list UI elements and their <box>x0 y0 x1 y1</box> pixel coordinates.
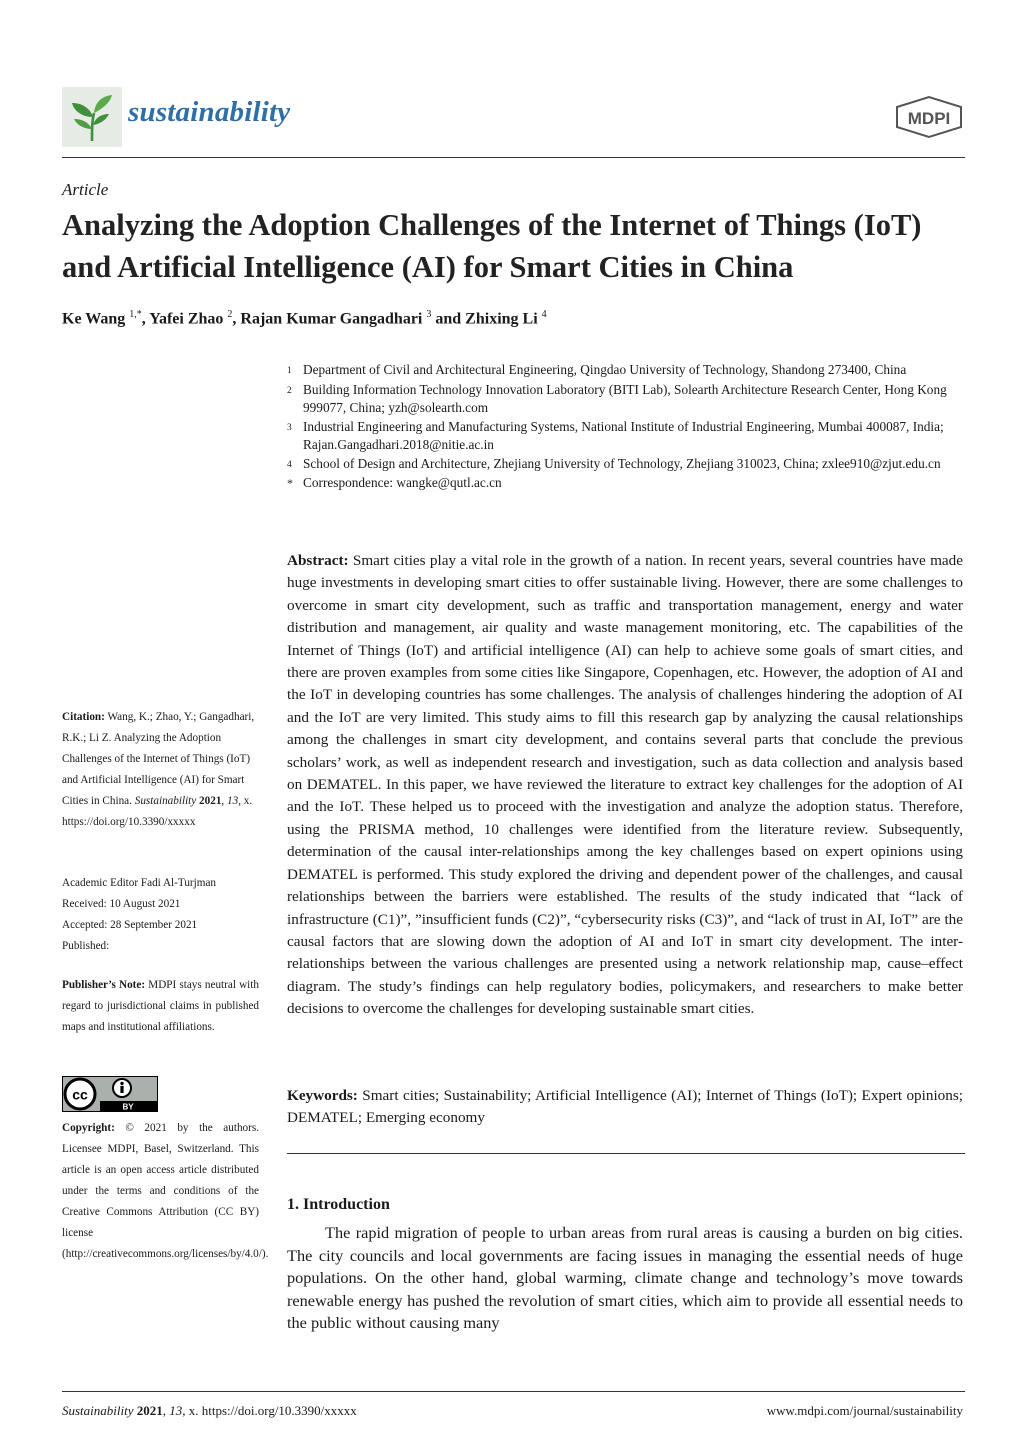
mdpi-logo <box>893 95 965 144</box>
sprout-icon <box>62 87 122 147</box>
affiliation-text: Building Information Technology Innovation Laboratory (BITI Lab), Solearth Architecture Research Center, Hong Kong 999077, China; yzh@solearth.com <box>303 381 947 415</box>
author-name: Rajan Kumar Gangadhari <box>240 310 423 328</box>
publisher-note-text: MDPI stays neutral with regard to jurisdictional claims in published maps and institutional affiliations. <box>62 979 259 1033</box>
copyright-label: Copyright: <box>62 1122 115 1134</box>
cc-badge-text: BY <box>122 1102 134 1112</box>
author-separator: , <box>232 310 237 328</box>
journal-logo <box>62 87 122 147</box>
svg-text:cc: cc <box>72 1086 88 1103</box>
cc-by-license-icon[interactable] <box>62 1076 158 1117</box>
footer-doi-link[interactable]: https://doi.org/10.3390/xxxxx <box>201 1403 357 1418</box>
author-affiliation-mark: 2 <box>227 309 233 320</box>
affiliation-mark: * <box>287 476 293 490</box>
citation-volume: 13 <box>227 795 239 807</box>
author-separator: and <box>435 310 462 328</box>
citation-label: Citation: <box>62 711 105 723</box>
affiliation-text: Department of Civil and Architectural Engineering, Qingdao University of Technology, Shandong 273400, China <box>303 362 907 377</box>
footer-journal: Sustainability <box>62 1403 134 1418</box>
journal-name: sustainability <box>128 96 291 128</box>
affiliations <box>287 361 967 493</box>
abstract-text: Smart cities play a vital role in the growth of a nation. In recent years, several countries have made huge investments in developing smart cities to offer sustainable living. However, there are some challenges to overcome in smart city development, such as traffic and transportation management, energy and water distribution and management, air quality and waste management monitoring, etc. The capabilities of the Internet of Things (IoT) and artificial intelligence (AI) can help to achieve some goals of smart cities, and there are proven examples from some cities like Singapore, Copenhagen, etc. However, the adoption of AI and the IoT in developing countries has some challenges. The analysis of challenges hindering the adoption of AI and the IoT are very limited. This study aims to fill this research gap by analyzing the causal relationships among the challenges in smart city development, and contains several parts that conclude the previous scholars’ work, as well as independent research and investigation, such as data collection and analysis based on DEMATEL. In this paper, we have reviewed the literature to extract key challenges for the adoption of AI and the IoT. These helped us to proceed with the investigation and analyze the adoption status. Therefore, using the PRISMA method, 10 challenges were identified from the literature review. Subsequently, determination of the causal inter-relationships among the key challenges based on expert opinions using DEMATEL is performed. This study explored the driving and dependent power of the challenges, and causal relationships between the barriers were established. The results of the study indicated that “lack of infrastructure (C1)”, ”insufficient funds (C2)”, “cybersecurity risks (C3)”, and “lack of trust in AI, IoT” are the causal factors that are slowing down the adoption of AI and IoT in smart city development. The inter-relationships between the various challenges are presented using a network relationship map, cause–effect diagram. The study’s findings can help regulatory bodies, policymakers, and researchers to make better decisions to overcome the challenges for developing sustainable smart cities. <box>287 552 963 1018</box>
affiliation-item <box>287 474 967 493</box>
publisher-note <box>62 975 259 1038</box>
section-paragraph: The rapid migration of people to urban areas from rural areas is causing a burden on big cities. The city councils and local governments are facing issues in managing the essential needs of huge populations. On the other hand, global warming, climate change and technology’s move towards renewable energy has pushed the revolution of smart cities, which aim to provide all essential needs to the public without causing many <box>287 1223 963 1333</box>
affiliation-mark: 1 <box>287 366 292 376</box>
citation-year: 2021 <box>199 795 222 807</box>
article-type: Article <box>62 180 109 199</box>
footer-journal-url[interactable]: www.mdpi.com/journal/sustainability <box>766 1403 963 1418</box>
affiliation-item <box>287 361 967 381</box>
received-date: Received: 10 August 2021 <box>62 898 181 910</box>
footer-volume: 13 <box>169 1403 183 1418</box>
author-name: Zhixing Li <box>465 310 538 328</box>
author-affiliation-mark: 1,* <box>129 309 142 320</box>
correspondence-text: Correspondence: wangke@qutl.ac.cn <box>303 475 502 490</box>
keywords-label: Keywords: <box>287 1087 358 1104</box>
section-divider <box>287 1153 965 1154</box>
publisher-name: MDPI <box>907 109 951 128</box>
affiliation-mark: 3 <box>287 422 292 433</box>
author-list <box>62 309 547 328</box>
footer-citation: Sustainability 2021, 13, x. https://doi.org/10.3390/xxxxx <box>62 1403 357 1418</box>
citation-doi-link[interactable]: https://doi.org/10.3390/xxxxx <box>62 816 196 828</box>
affiliation-mark: 4 <box>287 459 292 470</box>
affiliation-item <box>287 381 967 418</box>
author-name: Ke Wang <box>62 310 126 328</box>
section-heading: 1. Introduction <box>287 1196 390 1213</box>
article-title: Analyzing the Adoption Challenges of the Internet of Things (IoT) and Artificial Intelligence (AI) for Smart Cities in China <box>62 208 922 284</box>
affiliation-item <box>287 455 967 475</box>
keywords <box>287 1085 963 1130</box>
copyright-text: © 2021 by the authors. Licensee MDPI, Basel, Switzerland. This article is an open access article distributed under the terms and conditions of the Creative Commons Attribution (CC BY) license (http://creativecommons.org/licenses/by/4.0/). <box>62 1122 269 1260</box>
academic-editor: Academic Editor Fadi Al-Turjman <box>62 877 217 889</box>
author-separator: , <box>141 310 146 328</box>
affiliation-text: School of Design and Architecture, Zhejiang University of Technology, Zhejiang 310023, China; zxlee910@zjut.edu.cn <box>303 455 941 471</box>
affiliation-item <box>287 418 967 455</box>
header-rule <box>62 157 965 158</box>
citation-block: Citation: Wang, K.; Zhao, Y.; Gangadhari, R.K.; Li Z. Analyzing the Adoption Challenges of the Internet of Things (IoT) and Artificial Intelligence (AI) for Smart Cities in China. Sustainability 2021, 13, x. https://doi.org/10.3390/xxxxx <box>62 711 255 828</box>
editorial-info <box>62 873 259 957</box>
citation-journal: Sustainability <box>134 795 197 807</box>
keywords-text: Smart cities; Sustainability; Artificial Intelligence (AI); Internet of Things (IoT); Expert opinions; DEMATEL; Emerging economy <box>287 1087 963 1127</box>
author-name: Yafei Zhao <box>149 310 224 328</box>
abstract <box>287 550 963 1021</box>
footer-year: 2021 <box>136 1403 163 1418</box>
copyright-block <box>62 1118 269 1265</box>
author-affiliation-mark: 3 <box>426 309 432 320</box>
abstract-label: Abstract: <box>287 552 349 569</box>
accepted-date: Accepted: 28 September 2021 <box>62 919 198 931</box>
affiliation-mark: 2 <box>287 385 292 396</box>
published-date: Published: <box>62 940 110 952</box>
author-affiliation-mark: 4 <box>541 309 547 320</box>
citation-article: x. <box>243 795 253 807</box>
publisher-note-label: Publisher’s Note: <box>62 979 146 991</box>
footer-article: x. <box>188 1403 199 1418</box>
footer-rule <box>62 1391 965 1392</box>
affiliation-text: Industrial Engineering and Manufacturing Systems, National Institute of Industrial Engineering, Mumbai 400087, India; Rajan.Gangadhari.2018@nitie.ac.in <box>303 418 944 452</box>
citation-text: Wang, K.; Zhao, Y.; Gangadhari, R.K.; Li Z. Analyzing the Adoption Challenges of the Internet of Things (IoT) and Artificial Intelligence (AI) for Smart Cities in China. <box>62 711 255 807</box>
